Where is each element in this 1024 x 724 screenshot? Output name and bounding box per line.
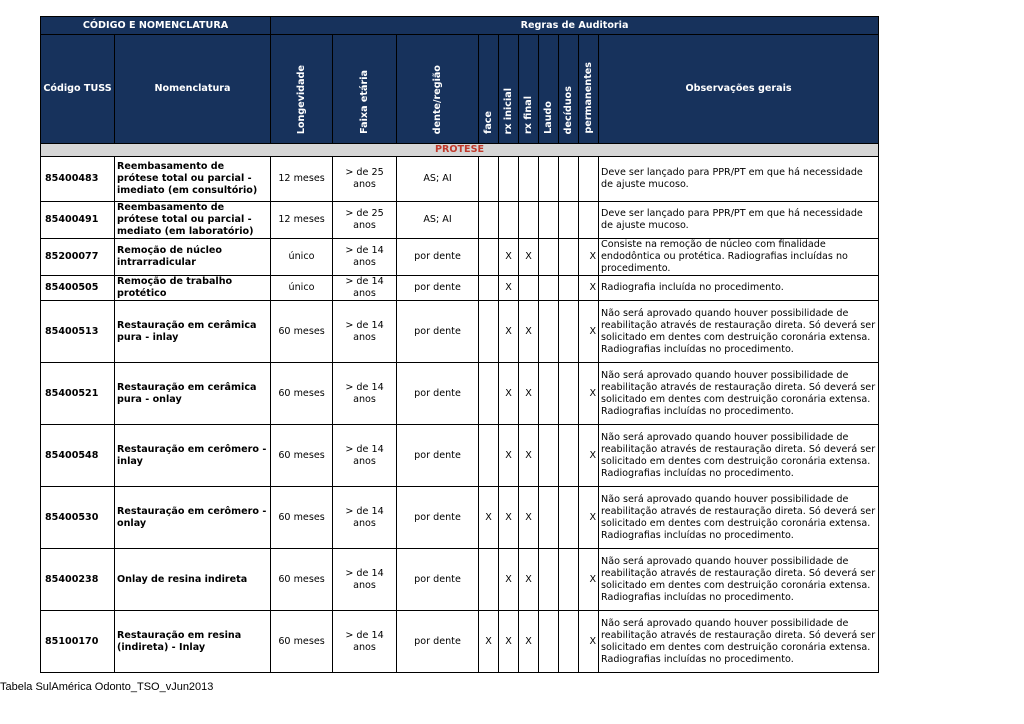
row-longevidade: 60 meses bbox=[271, 487, 333, 549]
row-laudo bbox=[539, 425, 559, 487]
row-dente: por dente bbox=[397, 487, 479, 549]
row-permanentes: X bbox=[579, 425, 599, 487]
table-row bbox=[41, 611, 879, 673]
row-rx-inicial: X bbox=[499, 276, 519, 301]
row-faixa: > de 14 anos bbox=[333, 549, 397, 611]
row-obs: Não será aprovado quando houver possibilidade de reabilitação através de restauração direta. Só deverá ser solicitado em dentes com destruição coronária extensa. Radiografias incluídas no procedimento. bbox=[599, 301, 879, 363]
row-name: Restauração em cerâmica pura - inlay bbox=[115, 301, 271, 363]
row-name: Restauração em cerâmica pura - onlay bbox=[115, 363, 271, 425]
row-longevidade: 60 meses bbox=[271, 549, 333, 611]
col-header-longevidade: Longevidade bbox=[271, 35, 333, 144]
row-deciduos bbox=[559, 425, 579, 487]
row-rx-final: X bbox=[519, 239, 539, 276]
row-rx-final: X bbox=[519, 363, 539, 425]
row-name: Remoção de núcleo intrarradicular bbox=[115, 239, 271, 276]
row-deciduos bbox=[559, 157, 579, 202]
row-code: 85100170 bbox=[41, 611, 115, 673]
row-faixa: > de 14 anos bbox=[333, 301, 397, 363]
row-rx-final bbox=[519, 157, 539, 202]
row-face bbox=[479, 549, 499, 611]
row-obs: Consiste na remoção de núcleo com finalidade endodôntica ou protética. Radiografias incluídas no procedimento. bbox=[599, 239, 879, 276]
row-longevidade: 60 meses bbox=[271, 301, 333, 363]
row-permanentes: X bbox=[579, 549, 599, 611]
row-name: Restauração em cerômero - inlay bbox=[115, 425, 271, 487]
row-laudo bbox=[539, 157, 559, 202]
row-laudo bbox=[539, 549, 559, 611]
row-dente: por dente bbox=[397, 611, 479, 673]
row-rx-final: X bbox=[519, 611, 539, 673]
row-code: 85400505 bbox=[41, 276, 115, 301]
row-faixa: > de 14 anos bbox=[333, 487, 397, 549]
row-longevidade: 12 meses bbox=[271, 202, 333, 239]
row-face bbox=[479, 301, 499, 363]
row-code: 85200077 bbox=[41, 239, 115, 276]
col-header-face: face bbox=[479, 35, 499, 144]
row-permanentes: X bbox=[579, 363, 599, 425]
row-dente: AS; AI bbox=[397, 202, 479, 239]
table-row bbox=[41, 487, 879, 549]
row-laudo bbox=[539, 611, 559, 673]
row-face bbox=[479, 157, 499, 202]
row-face: X bbox=[479, 611, 499, 673]
row-laudo bbox=[539, 487, 559, 549]
row-rx-final: X bbox=[519, 301, 539, 363]
group-header-codigo: CÓDIGO E NOMENCLATURA bbox=[41, 17, 271, 35]
row-face bbox=[479, 276, 499, 301]
row-rx-inicial bbox=[499, 202, 519, 239]
row-face bbox=[479, 202, 499, 239]
row-name: Onlay de resina indireta bbox=[115, 549, 271, 611]
row-deciduos bbox=[559, 549, 579, 611]
row-obs: Não será aprovado quando houver possibilidade de reabilitação através de restauração direta. Só deverá ser solicitado em dentes com destruição coronária extensa. Radiografias incluídas no procedimento. bbox=[599, 363, 879, 425]
row-rx-inicial: X bbox=[499, 549, 519, 611]
col-header-permanentes: permanentes bbox=[579, 35, 599, 144]
row-obs: Não será aprovado quando houver possibilidade de reabilitação através de restauração direta. Só deverá ser solicitado em dentes com destruição coronária extensa. Radiografias incluídas no procedimento. bbox=[599, 611, 879, 673]
row-longevidade: único bbox=[271, 239, 333, 276]
footer-caption: Tabela SulAmérica Odonto_TSO_vJun2013 bbox=[0, 681, 214, 693]
row-face bbox=[479, 363, 499, 425]
section-header-protese: PRÓTESE bbox=[41, 144, 879, 157]
row-faixa: > de 14 anos bbox=[333, 363, 397, 425]
row-name: Restauração em cerômero - onlay bbox=[115, 487, 271, 549]
row-dente: por dente bbox=[397, 276, 479, 301]
row-name: Reembasamento de prótese total ou parcial - mediato (em laboratório) bbox=[115, 202, 271, 239]
row-deciduos bbox=[559, 301, 579, 363]
table-row bbox=[41, 239, 879, 276]
col-header-deciduos: decíduos bbox=[559, 35, 579, 144]
row-obs: Deve ser lançado para PPR/PT em que há necessidade de ajuste mucoso. bbox=[599, 157, 879, 202]
row-laudo bbox=[539, 276, 559, 301]
row-rx-final bbox=[519, 276, 539, 301]
row-deciduos bbox=[559, 276, 579, 301]
row-name: Reembasamento de prótese total ou parcial - imediato (em consultório) bbox=[115, 157, 271, 202]
row-permanentes: X bbox=[579, 301, 599, 363]
row-rx-inicial: X bbox=[499, 301, 519, 363]
row-rx-final: X bbox=[519, 487, 539, 549]
col-header-name: Nomenclatura bbox=[115, 35, 271, 144]
row-deciduos bbox=[559, 487, 579, 549]
col-header-rx-inicial: rx inicial bbox=[499, 35, 519, 144]
row-obs: Deve ser lançado para PPR/PT em que há necessidade de ajuste mucoso. bbox=[599, 202, 879, 239]
row-faixa: > de 14 anos bbox=[333, 276, 397, 301]
table-row bbox=[41, 363, 879, 425]
table-row bbox=[41, 157, 879, 202]
row-laudo bbox=[539, 202, 559, 239]
row-code: 85400548 bbox=[41, 425, 115, 487]
row-rx-inicial bbox=[499, 157, 519, 202]
row-dente: por dente bbox=[397, 239, 479, 276]
row-longevidade: único bbox=[271, 276, 333, 301]
row-dente: por dente bbox=[397, 363, 479, 425]
row-longevidade: 60 meses bbox=[271, 611, 333, 673]
table-row bbox=[41, 549, 879, 611]
row-faixa: > de 14 anos bbox=[333, 239, 397, 276]
row-code: 85400238 bbox=[41, 549, 115, 611]
row-faixa: > de 25 anos bbox=[333, 157, 397, 202]
row-code: 85400521 bbox=[41, 363, 115, 425]
row-dente: por dente bbox=[397, 301, 479, 363]
row-permanentes: X bbox=[579, 611, 599, 673]
row-rx-final bbox=[519, 202, 539, 239]
audit-table bbox=[40, 16, 879, 673]
row-permanentes: X bbox=[579, 239, 599, 276]
row-obs: Não será aprovado quando houver possibilidade de reabilitação através de restauração direta. Só deverá ser solicitado em dentes com destruição coronária extensa. Radiografias incluídas no procedimento. bbox=[599, 425, 879, 487]
row-faixa: > de 14 anos bbox=[333, 425, 397, 487]
row-name: Restauração em resina (indireta) - Inlay bbox=[115, 611, 271, 673]
row-permanentes: X bbox=[579, 487, 599, 549]
row-deciduos bbox=[559, 202, 579, 239]
row-permanentes: X bbox=[579, 276, 599, 301]
row-dente: por dente bbox=[397, 425, 479, 487]
row-laudo bbox=[539, 239, 559, 276]
row-deciduos bbox=[559, 611, 579, 673]
row-face bbox=[479, 425, 499, 487]
row-code: 85400483 bbox=[41, 157, 115, 202]
row-rx-final: X bbox=[519, 549, 539, 611]
row-faixa: > de 14 anos bbox=[333, 611, 397, 673]
row-name: Remoção de trabalho protético bbox=[115, 276, 271, 301]
row-dente: por dente bbox=[397, 549, 479, 611]
row-rx-final: X bbox=[519, 425, 539, 487]
row-obs: Não será aprovado quando houver possibilidade de reabilitação através de restauração direta. Só deverá ser solicitado em dentes com destruição coronária extensa. Radiografias incluídas no procedimento. bbox=[599, 487, 879, 549]
row-permanentes bbox=[579, 157, 599, 202]
table-row bbox=[41, 202, 879, 239]
row-permanentes bbox=[579, 202, 599, 239]
group-header-regras: Regras de Auditoria bbox=[271, 17, 879, 35]
row-rx-inicial: X bbox=[499, 363, 519, 425]
row-rx-inicial: X bbox=[499, 611, 519, 673]
table-row bbox=[41, 301, 879, 363]
row-code: 85400530 bbox=[41, 487, 115, 549]
row-code: 85400513 bbox=[41, 301, 115, 363]
row-deciduos bbox=[559, 239, 579, 276]
col-header-rx-final: rx final bbox=[519, 35, 539, 144]
row-obs: Radiografia incluída no procedimento. bbox=[599, 276, 879, 301]
row-dente: AS; AI bbox=[397, 157, 479, 202]
row-rx-inicial: X bbox=[499, 487, 519, 549]
row-obs: Não será aprovado quando houver possibilidade de reabilitação através de restauração direta. Só deverá ser solicitado em dentes com destruição coronária extensa. Radiografias incluídas no procedimento. bbox=[599, 549, 879, 611]
row-laudo bbox=[539, 301, 559, 363]
row-longevidade: 60 meses bbox=[271, 363, 333, 425]
row-longevidade: 12 meses bbox=[271, 157, 333, 202]
row-rx-inicial: X bbox=[499, 239, 519, 276]
row-longevidade: 60 meses bbox=[271, 425, 333, 487]
table-row bbox=[41, 276, 879, 301]
table-row bbox=[41, 425, 879, 487]
row-rx-inicial: X bbox=[499, 425, 519, 487]
col-header-faixa: Faixa etária bbox=[333, 35, 397, 144]
col-header-code: Código TUSS bbox=[41, 35, 115, 144]
row-face bbox=[479, 239, 499, 276]
row-face: X bbox=[479, 487, 499, 549]
row-faixa: > de 25 anos bbox=[333, 202, 397, 239]
row-deciduos bbox=[559, 363, 579, 425]
col-header-obs: Observações gerais bbox=[599, 35, 879, 144]
col-header-laudo: Laudo bbox=[539, 35, 559, 144]
row-code: 85400491 bbox=[41, 202, 115, 239]
col-header-dente: dente/região bbox=[397, 35, 479, 144]
row-laudo bbox=[539, 363, 559, 425]
